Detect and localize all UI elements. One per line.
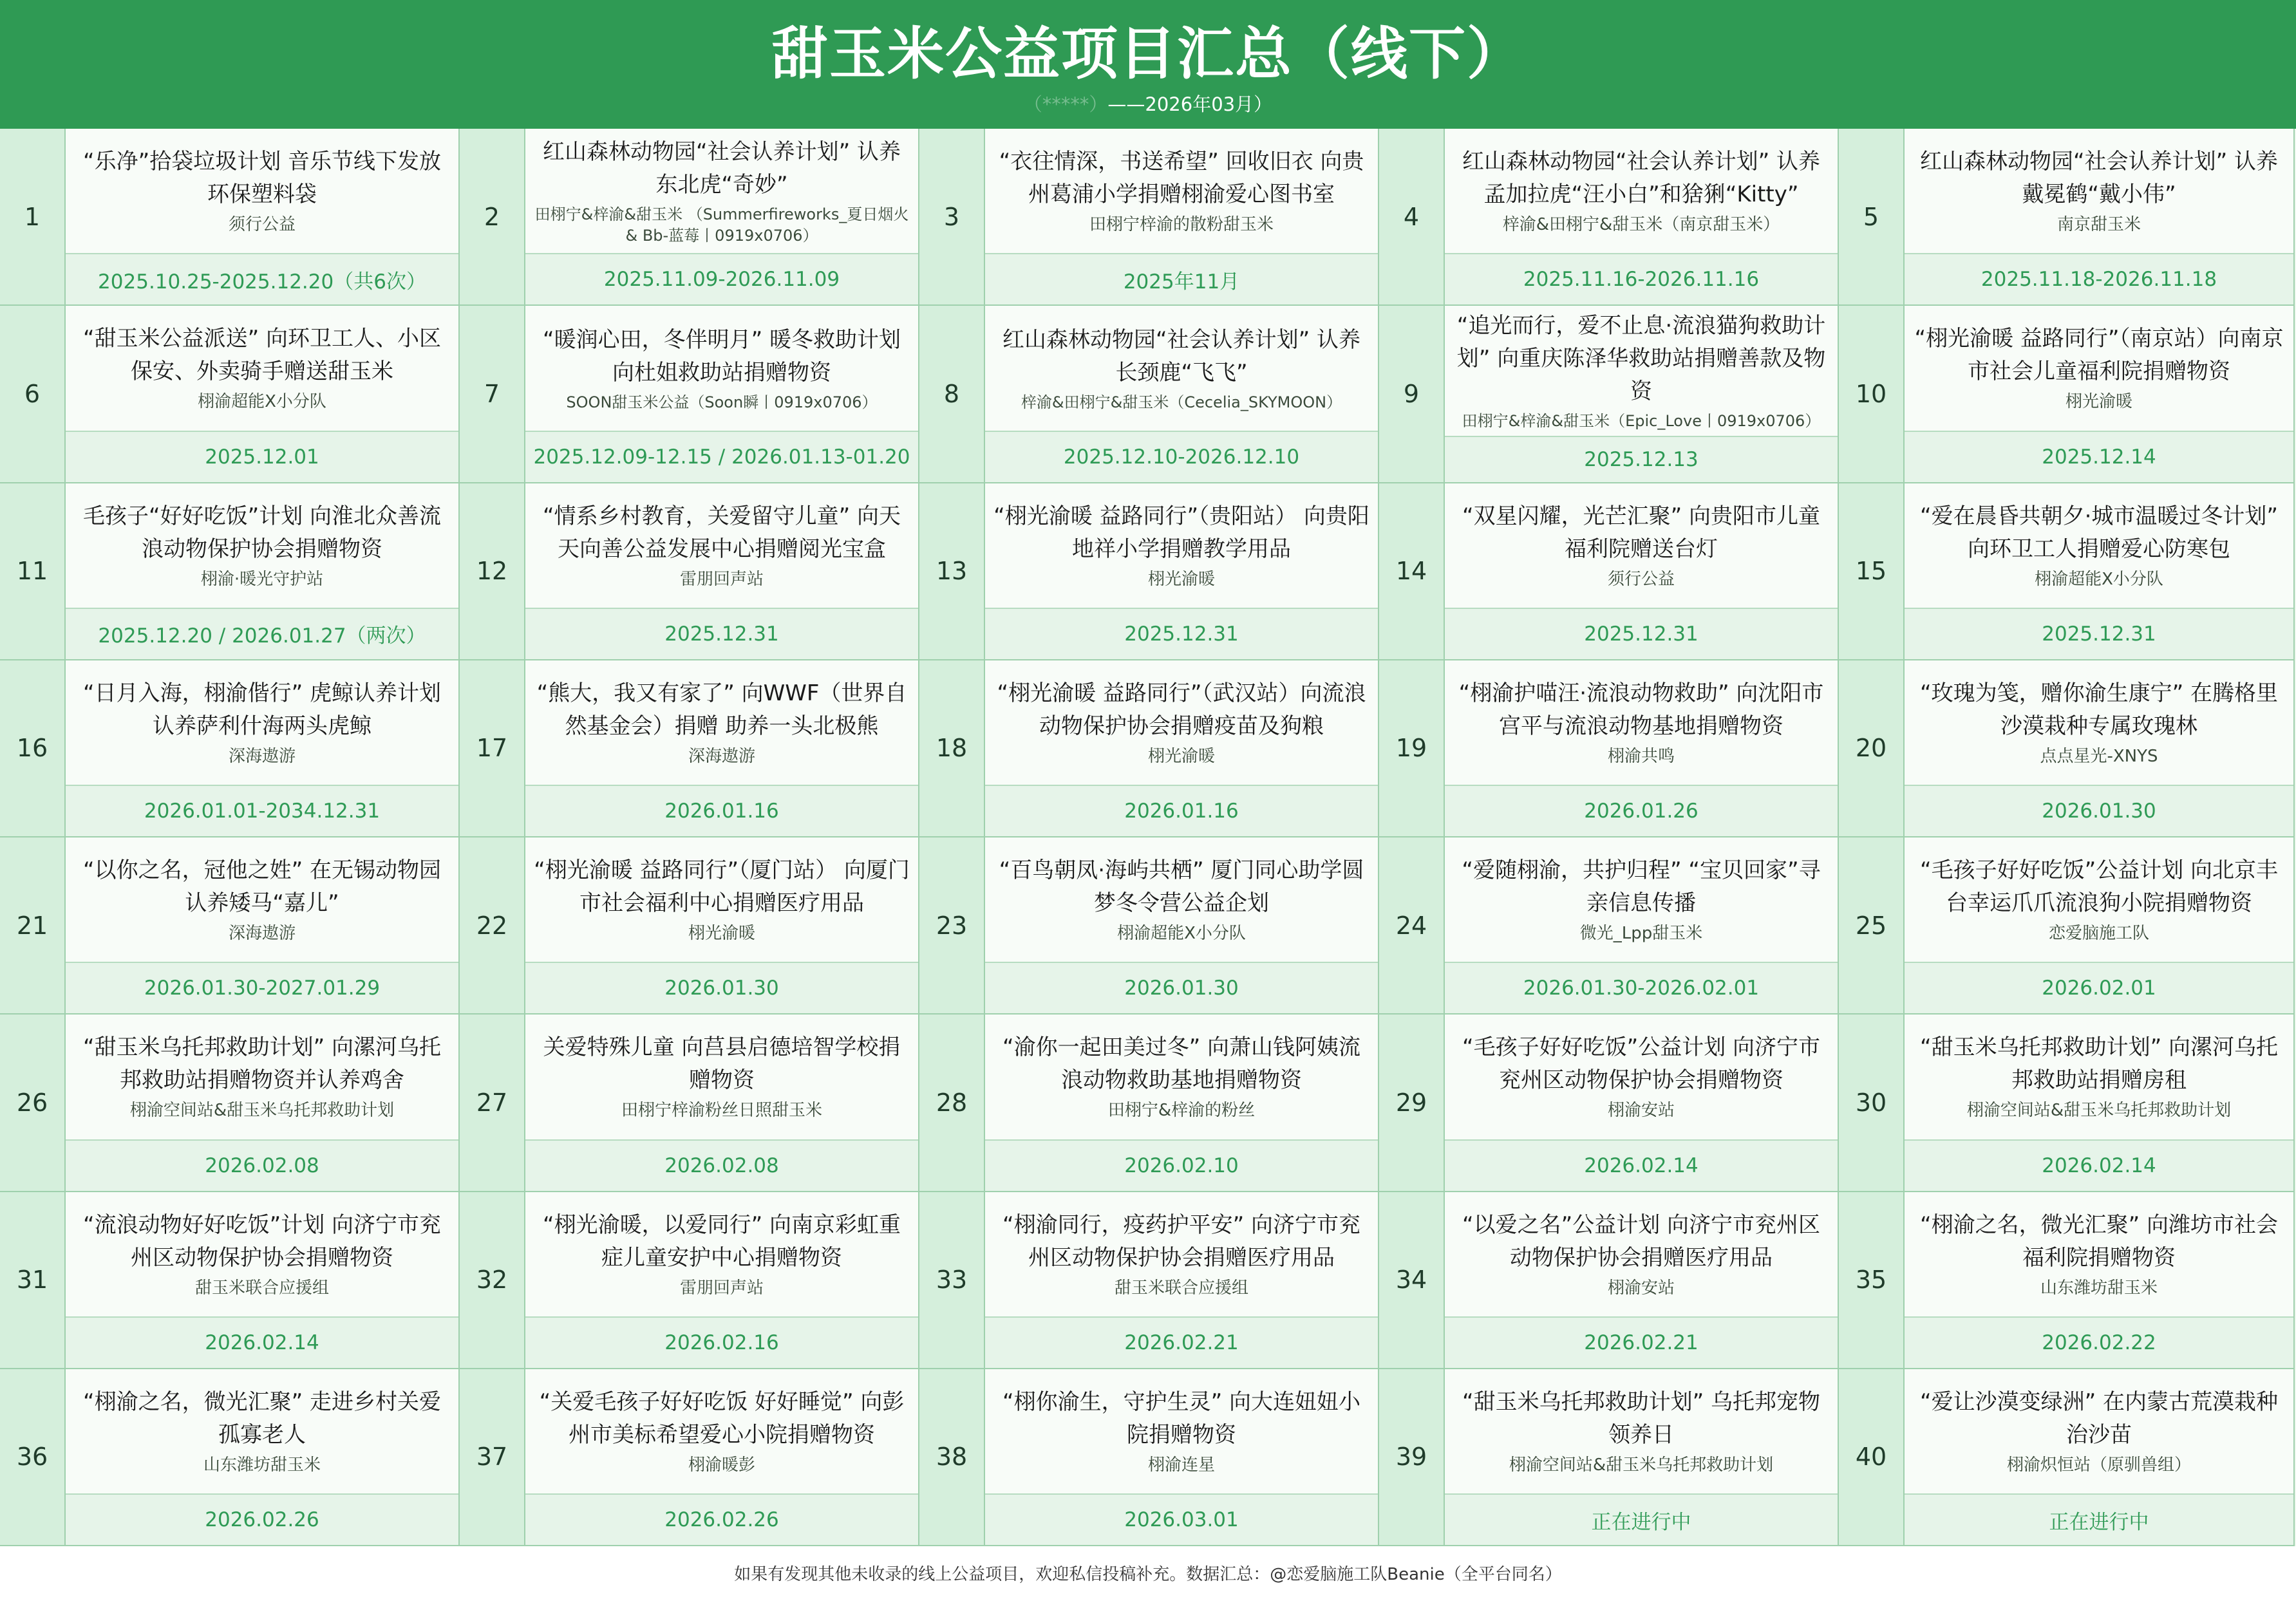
project-title: “爱随栩渝，共护归程” “宝贝回家”寻亲信息传播 <box>1462 857 1821 917</box>
project-date: 2025.12.14 <box>1905 431 2293 482</box>
project-organizer: 雷朋回声站 <box>679 569 764 589</box>
project-title: 关爱特殊儿童 向莒县启德培智学校捐赠物资 <box>543 1034 901 1094</box>
project-number: 26 <box>0 1015 66 1192</box>
project-organizer: 栩渝炽恒站（原驯兽组） <box>2006 1455 2191 1475</box>
project-organizer: 栩渝连星 <box>1147 1455 1215 1475</box>
project-info <box>1445 483 1838 608</box>
project-date: 2026.02.21 <box>1445 1316 1838 1368</box>
project-title: “栩渝同行，疫药护平安” 向济宁市兖州区动物保护协会捐赠医疗用品 <box>1002 1211 1361 1271</box>
project-date: 2026.02.10 <box>985 1139 1378 1191</box>
project-card <box>1445 660 1839 837</box>
project-organizer: 栩渝空间站&甜玉米乌托邦救助计划 <box>1966 1101 2232 1121</box>
project-card <box>525 837 919 1015</box>
project-date: 2026.02.14 <box>1445 1139 1838 1191</box>
project-info <box>1905 483 2293 608</box>
project-title: “暖润心田，冬伴明月” 暖冬救助计划 向杜姐救助站捐赠物资 <box>542 326 901 386</box>
project-date: 2025.12.01 <box>66 431 458 482</box>
project-card <box>525 660 919 837</box>
project-number: 37 <box>460 1369 525 1546</box>
project-number: 31 <box>0 1192 66 1369</box>
project-title: “栩光渝暖 益路同行”（厦门站） 向厦门市社会福利中心捐赠医疗用品 <box>534 857 910 917</box>
project-title: “双星闪耀，光芒汇聚” 向贵阳市儿童福利院赠送台灯 <box>1462 503 1821 562</box>
project-number: 33 <box>919 1192 985 1369</box>
project-organizer: 甜玉米联合应援组 <box>1114 1278 1248 1298</box>
project-number: 17 <box>460 660 525 837</box>
project-organizer: 点点星光-XNYS <box>2040 746 2158 766</box>
project-organizer: 栩光渝暖 <box>1147 746 1215 766</box>
project-title: 红山森林动物园“社会认养计划” 认养东北虎“奇妙” <box>542 139 901 198</box>
project-title: “甜玉米公益派送” 向环卫工人、小区保安、外卖骑手赠送甜玉米 <box>82 326 442 385</box>
project-title: “甜玉米乌托邦救助计划” 乌托邦宠物领养日 <box>1462 1389 1821 1448</box>
project-info <box>985 1192 1378 1316</box>
project-organizer: 栩渝共鸣 <box>1607 746 1675 766</box>
project-organizer: 栩渝超能X小分队 <box>198 392 326 412</box>
project-organizer: 田栩宁&梓渝&甜玉米（Epic_Love丨0919x0706） <box>1462 412 1821 431</box>
project-info <box>985 837 1378 962</box>
project-info <box>1445 1369 1838 1493</box>
project-date: 2026.02.16 <box>525 1316 918 1368</box>
project-date: 2026.01.26 <box>1445 785 1838 836</box>
project-date: 2025.11.09-2026.11.09 <box>525 253 918 304</box>
project-card <box>1905 1015 2295 1192</box>
project-date: 2026.01.01-2034.12.31 <box>66 785 458 836</box>
project-title: 毛孩子“好好吃饭”计划 向淮北众善流浪动物保护协会捐赠物资 <box>82 503 442 562</box>
project-title: “流浪动物好好吃饭”计划 向济宁市兖州区动物保护协会捐赠物资 <box>82 1211 442 1271</box>
project-date: 2025.12.09-12.15 / 2026.01.13-01.20 <box>525 431 918 482</box>
project-number: 2 <box>460 129 525 306</box>
project-organizer: 栩渝空间站&甜玉米乌托邦救助计划 <box>1509 1455 1774 1475</box>
project-card <box>1905 306 2295 483</box>
project-date: 2026.01.30 <box>985 962 1378 1013</box>
project-info <box>66 1369 458 1493</box>
project-date: 正在进行中 <box>1445 1493 1838 1545</box>
project-card <box>985 129 1379 306</box>
project-title: 红山森林动物园“社会认养计划” 认养长颈鹿“飞飞” <box>1002 326 1361 386</box>
project-number: 22 <box>460 837 525 1015</box>
project-card <box>1905 1192 2295 1369</box>
project-info <box>985 129 1378 253</box>
project-date: 2025.12.31 <box>1445 608 1838 659</box>
project-title: “熊大，我又有家了” 向WWF（世界自然基金会）捐赠 助养一头北极熊 <box>536 680 907 739</box>
project-number: 38 <box>919 1369 985 1546</box>
project-date: 正在进行中 <box>1905 1493 2293 1545</box>
project-number: 39 <box>1379 1369 1445 1546</box>
project-organizer: 田栩宁&梓渝&甜玉米 （Summerfireworks_夏日烟火 & Bb-蓝莓丨0919x0706） <box>534 205 909 245</box>
project-title: “乐净”拾袋垃圾计划 音乐节线下发放环保塑料袋 <box>82 149 442 208</box>
project-date: 2026.02.22 <box>1905 1316 2293 1368</box>
project-date: 2025.12.13 <box>1445 436 1838 482</box>
project-card <box>985 1369 1379 1546</box>
project-info <box>1905 1015 2293 1139</box>
project-info <box>1445 1192 1838 1316</box>
project-organizer: 须行公益 <box>228 215 296 235</box>
project-title: “栩渝之名，微光汇聚” 走进乡村关爱孤寡老人 <box>82 1389 442 1448</box>
project-number: 1 <box>0 129 66 306</box>
project-title: “爱让沙漠变绿洲” 在内蒙古荒漠栽种治沙苗 <box>1919 1389 2279 1448</box>
project-number: 15 <box>1839 483 1905 660</box>
project-date: 2026.02.14 <box>1905 1139 2293 1191</box>
project-card <box>1905 129 2295 306</box>
project-date: 2026.03.01 <box>985 1493 1378 1545</box>
project-info <box>985 660 1378 785</box>
project-title: “情系乡村教育，关爱留守儿童” 向天天向善公益发展中心捐赠阅光宝盒 <box>542 503 901 562</box>
project-date: 2026.02.26 <box>66 1493 458 1545</box>
project-number: 12 <box>460 483 525 660</box>
project-number: 40 <box>1839 1369 1905 1546</box>
project-date: 2026.01.30 <box>1905 785 2293 836</box>
project-organizer: 微光_Lpp甜玉米 <box>1579 924 1703 944</box>
project-card <box>1445 483 1839 660</box>
project-card <box>66 483 460 660</box>
project-card <box>525 306 919 483</box>
project-date: 2026.02.21 <box>985 1316 1378 1368</box>
project-number: 29 <box>1379 1015 1445 1192</box>
project-number: 23 <box>919 837 985 1015</box>
project-info <box>66 1015 458 1139</box>
project-card <box>1445 129 1839 306</box>
project-organizer: 山东潍坊甜玉米 <box>203 1455 321 1475</box>
project-card <box>985 1192 1379 1369</box>
project-card <box>66 1369 460 1546</box>
project-date: 2026.01.30 <box>525 962 918 1013</box>
project-card <box>985 1015 1379 1192</box>
project-date: 2025年11月 <box>985 253 1378 304</box>
project-info <box>1905 837 2293 962</box>
header-banner <box>0 0 2296 129</box>
footer-note: 如果有发现其他未收录的线上公益项目，欢迎私信投稿补充。数据汇总：@恋爱脑施工队Beanie（全平台同名） <box>0 1546 2296 1599</box>
project-organizer: 梓渝&田栩宁&甜玉米（南京甜玉米） <box>1502 215 1780 235</box>
project-date: 2026.02.01 <box>1905 962 2293 1013</box>
project-organizer: 栩渝暖彭 <box>688 1455 755 1475</box>
project-card <box>525 483 919 660</box>
project-title: “关爱毛孩子好好吃饭 好好睡觉” 向彭州市美标希望爱心小院捐赠物资 <box>539 1389 905 1448</box>
project-title: “以你之名，冠他之姓” 在无锡动物园认养矮马“嘉儿” <box>82 857 442 917</box>
project-title: “渝你一起田美过冬” 向萧山钱阿姨流浪动物救助基地捐赠物资 <box>1002 1034 1361 1094</box>
project-card <box>985 837 1379 1015</box>
project-title: “以爱之名”公益计划 向济宁市兖州区动物保护协会捐赠医疗用品 <box>1462 1211 1821 1271</box>
project-organizer: 栩渝超能X小分队 <box>2035 569 2163 589</box>
project-number: 20 <box>1839 660 1905 837</box>
project-number: 21 <box>0 837 66 1015</box>
project-number: 18 <box>919 660 985 837</box>
project-info <box>985 306 1378 430</box>
project-number: 19 <box>1379 660 1445 837</box>
project-card <box>66 660 460 837</box>
project-card <box>1905 837 2295 1015</box>
project-organizer: 田栩宁梓渝粉丝日照甜玉米 <box>621 1101 822 1121</box>
project-info <box>525 306 918 430</box>
project-info <box>66 129 458 253</box>
project-number: 4 <box>1379 129 1445 306</box>
project-number: 25 <box>1839 837 1905 1015</box>
project-info <box>66 660 458 785</box>
page-title: 甜玉米公益项目汇总（线下） <box>771 21 1525 87</box>
project-date: 2026.02.08 <box>525 1139 918 1191</box>
project-number: 13 <box>919 483 985 660</box>
project-number: 27 <box>460 1015 525 1192</box>
project-title: “甜玉米乌托邦救助计划” 向漯河乌托邦救助站捐赠房租 <box>1919 1034 2279 1094</box>
project-info <box>525 1369 918 1493</box>
project-date: 2025.11.16-2026.11.16 <box>1445 253 1838 304</box>
project-title: 红山森林动物园“社会认养计划” 认养戴冕鹤“戴小伟” <box>1919 149 2279 208</box>
subtitle-masked: （*****） <box>1023 93 1108 115</box>
project-date: 2026.01.16 <box>985 785 1378 836</box>
project-organizer: 栩渝空间站&甜玉米乌托邦救助计划 <box>129 1101 395 1121</box>
project-organizer: SOON甜玉米公益（Soon瞬丨0919x0706） <box>566 393 878 411</box>
project-date: 2026.02.08 <box>66 1139 458 1191</box>
project-title: “栩光渝暖，以爱同行” 向南京彩虹重症儿童安护中心捐赠物资 <box>542 1211 901 1271</box>
project-number: 14 <box>1379 483 1445 660</box>
project-card <box>1445 1015 1839 1192</box>
project-info <box>525 660 918 785</box>
project-title: “栩光渝暖 益路同行”（南京站）向南京市社会儿童福利院捐赠物资 <box>1914 326 2284 385</box>
project-organizer: 栩光渝暖 <box>2065 392 2132 412</box>
project-info <box>1445 1015 1838 1139</box>
project-number: 24 <box>1379 837 1445 1015</box>
project-card <box>66 306 460 483</box>
project-info <box>66 306 458 430</box>
project-date: 2025.12.31 <box>1905 608 2293 659</box>
project-card <box>525 1015 919 1192</box>
project-organizer: 梓渝&田栩宁&甜玉米（Cecelia_SKYMOON） <box>1021 393 1342 411</box>
project-date: 2025.12.31 <box>525 608 918 659</box>
project-number: 7 <box>460 306 525 483</box>
project-date: 2026.01.16 <box>525 785 918 836</box>
project-organizer: 雷朋回声站 <box>679 1278 764 1298</box>
project-organizer: 山东潍坊甜玉米 <box>2040 1278 2158 1298</box>
project-title: “栩你渝生，守护生灵” 向大连妞妞小院捐赠物资 <box>1002 1389 1361 1448</box>
project-date: 2026.02.14 <box>66 1316 458 1368</box>
project-info <box>525 129 918 253</box>
project-title: “百鸟朝凤·海屿共栖” 厦门同心助学圆梦冬令营公益企划 <box>999 857 1364 917</box>
project-title: “追光而行，爱不止息·流浪猫狗救助计划” 向重庆陈泽华救助站捐赠善款及物资 <box>1456 313 1826 405</box>
project-grid <box>0 129 2296 1546</box>
project-card <box>66 1192 460 1369</box>
project-card <box>1445 1369 1839 1546</box>
project-date: 2025.12.31 <box>985 608 1378 659</box>
project-organizer: 南京甜玉米 <box>2056 215 2141 235</box>
project-info <box>985 1015 1378 1139</box>
project-number: 36 <box>0 1369 66 1546</box>
project-info <box>985 483 1378 608</box>
project-title: “栩光渝暖 益路同行”（贵阳站） 向贵阳地祥小学捐赠教学用品 <box>993 503 1369 562</box>
project-organizer: 栩渝·暖光守护站 <box>200 569 324 589</box>
project-date: 2025.12.10-2026.12.10 <box>985 431 1378 482</box>
project-card <box>1905 483 2295 660</box>
project-date: 2025.11.18-2026.11.18 <box>1905 253 2293 304</box>
project-info <box>985 1369 1378 1493</box>
project-number: 35 <box>1839 1192 1905 1369</box>
project-card <box>1905 660 2295 837</box>
project-title: “衣往情深，书送希望” 回收旧衣 向贵州葛浦小学捐赠栩渝爱心图书室 <box>999 149 1364 208</box>
project-date: 2025.12.20 / 2026.01.27（两次） <box>66 608 458 659</box>
project-organizer: 深海遨游 <box>228 924 296 944</box>
project-info <box>525 837 918 962</box>
project-number: 3 <box>919 129 985 306</box>
project-card <box>1445 1192 1839 1369</box>
project-number: 10 <box>1839 306 1905 483</box>
project-number: 16 <box>0 660 66 837</box>
project-number: 11 <box>0 483 66 660</box>
project-card <box>985 660 1379 837</box>
project-organizer: 栩渝安站 <box>1607 1278 1675 1298</box>
project-card <box>1445 306 1839 483</box>
project-organizer: 深海遨游 <box>688 746 755 766</box>
project-date: 2026.01.30-2026.02.01 <box>1445 962 1838 1013</box>
project-number: 8 <box>919 306 985 483</box>
project-card <box>985 306 1379 483</box>
project-info <box>1445 837 1838 962</box>
project-date: 2025.10.25-2025.12.20（共6次） <box>66 253 458 304</box>
project-number: 5 <box>1839 129 1905 306</box>
project-organizer: 栩光渝暖 <box>688 924 755 944</box>
project-info <box>525 483 918 608</box>
project-info <box>66 483 458 608</box>
project-number: 30 <box>1839 1015 1905 1192</box>
project-info <box>1445 660 1838 785</box>
project-organizer: 须行公益 <box>1607 569 1675 589</box>
project-date: 2026.01.30-2027.01.29 <box>66 962 458 1013</box>
page-subtitle <box>0 90 2296 117</box>
project-card <box>66 837 460 1015</box>
project-organizer: 栩渝超能X小分队 <box>1117 924 1246 944</box>
project-info <box>1905 306 2293 430</box>
project-info <box>1905 129 2293 253</box>
project-number: 9 <box>1379 306 1445 483</box>
project-title: “栩光渝暖 益路同行”（武汉站）向流浪动物保护协会捐赠疫苗及狗粮 <box>997 680 1366 739</box>
project-organizer: 栩渝安站 <box>1607 1101 1675 1121</box>
project-card <box>66 1015 460 1192</box>
project-title: “栩渝之名，微光汇聚” 向潍坊市社会福利院捐赠物资 <box>1919 1211 2279 1271</box>
project-info <box>525 1192 918 1316</box>
project-number: 32 <box>460 1192 525 1369</box>
project-title: “爱在晨昏共朝夕·城市温暖过冬计划” 向环卫工人捐赠爱心防寒包 <box>1919 503 2279 562</box>
project-organizer: 栩光渝暖 <box>1147 569 1215 589</box>
subtitle-text: ——2026年03月） <box>1107 93 1273 115</box>
project-info <box>66 837 458 962</box>
project-info <box>525 1015 918 1139</box>
project-title: “栩渝护喵汪·流浪动物救助” 向沈阳市宫平与流浪动物基地捐赠物资 <box>1458 680 1824 739</box>
project-title: “毛孩子好好吃饭”公益计划 向北京丰台幸运爪爪流浪狗小院捐赠物资 <box>1919 857 2279 917</box>
project-organizer: 田栩宁梓渝的散粉甜玉米 <box>1089 215 1274 235</box>
project-organizer: 田栩宁&梓渝的粉丝 <box>1107 1101 1256 1121</box>
project-info <box>1445 306 1838 435</box>
project-card <box>985 483 1379 660</box>
project-organizer: 恋爱脑施工队 <box>2048 924 2149 944</box>
project-number: 6 <box>0 306 66 483</box>
project-info <box>1905 1192 2293 1316</box>
project-title: “甜玉米乌托邦救助计划” 向漯河乌托邦救助站捐赠物资并认养鸡舍 <box>82 1034 442 1094</box>
project-card <box>66 129 460 306</box>
project-card <box>525 129 919 306</box>
project-title: “日月入海，栩渝偕行” 虎鲸认养计划 认养萨利什海两头虎鲸 <box>82 680 442 739</box>
project-info <box>1905 660 2293 785</box>
project-organizer: 深海遨游 <box>228 746 296 766</box>
project-title: “毛孩子好好吃饭”公益计划 向济宁市兖州区动物保护协会捐赠物资 <box>1462 1034 1821 1094</box>
project-card <box>525 1369 919 1546</box>
project-card <box>1905 1369 2295 1546</box>
project-info <box>1445 129 1838 253</box>
project-number: 34 <box>1379 1192 1445 1369</box>
project-date: 2026.02.26 <box>525 1493 918 1545</box>
project-info <box>1905 1369 2293 1493</box>
project-card <box>525 1192 919 1369</box>
project-info <box>66 1192 458 1316</box>
project-number: 28 <box>919 1015 985 1192</box>
project-card <box>1445 837 1839 1015</box>
project-organizer: 甜玉米联合应援组 <box>194 1278 329 1298</box>
project-title: “玫瑰为笺，赠你渝生康宁” 在腾格里沙漠栽种专属玫瑰林 <box>1919 680 2279 739</box>
project-title: 红山森林动物园“社会认养计划” 认养孟加拉虎“汪小白”和猞猁“Kitty” <box>1462 149 1821 208</box>
